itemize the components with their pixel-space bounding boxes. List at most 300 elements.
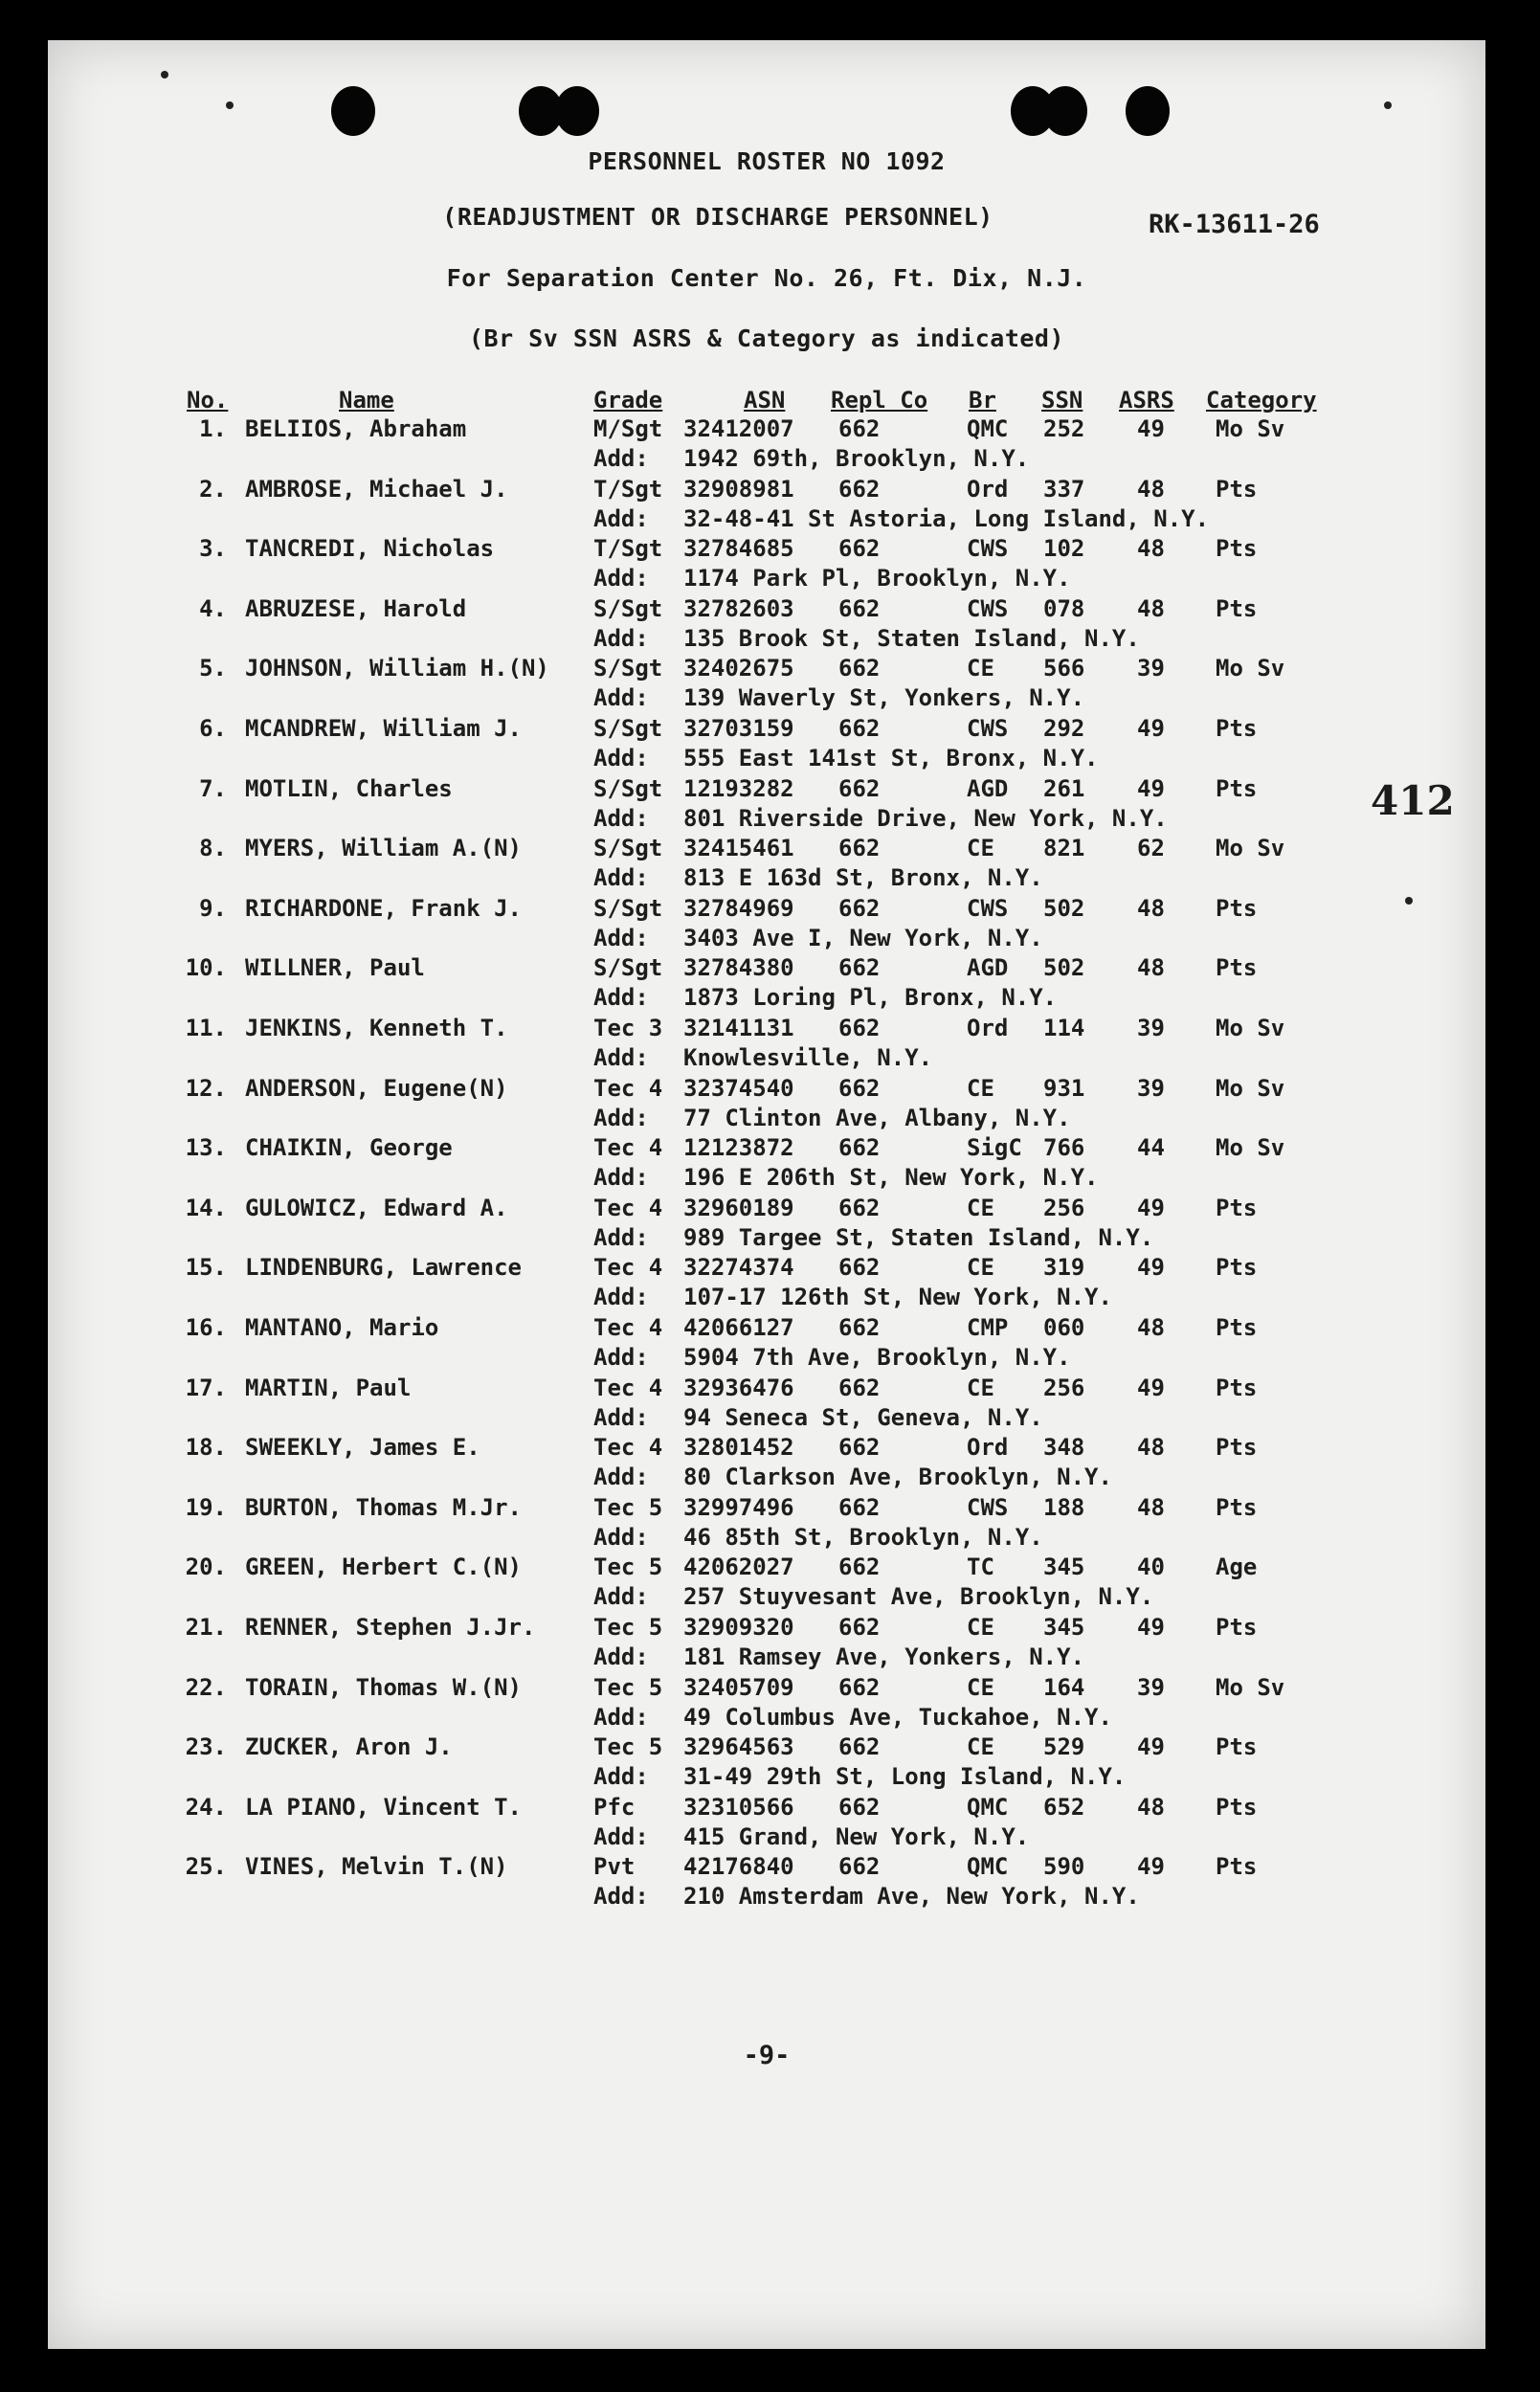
row-ssn: 256 [1043, 1374, 1085, 1401]
row-name: MOTLIN, Charles [245, 774, 453, 802]
row-asn: 42062027 [683, 1554, 794, 1581]
row-name: MARTIN, Paul [245, 1374, 412, 1401]
row-repl-co: 662 [838, 774, 881, 802]
row-asrs: 39 [1137, 1673, 1165, 1701]
row-ssn: 292 [1043, 715, 1085, 742]
row-asn: 32784685 [683, 535, 794, 563]
row-number: 17. [185, 1374, 227, 1401]
address-label: Add: [593, 745, 649, 771]
row-category: Pts [1216, 1793, 1258, 1821]
row-category: Mo Sv [1216, 1015, 1285, 1041]
row-asrs: 39 [1137, 655, 1165, 682]
address-label: Add: [593, 1284, 649, 1311]
header-br: Br [969, 387, 996, 414]
row-ssn: 188 [1043, 1493, 1085, 1521]
row-repl-co: 662 [838, 1314, 881, 1341]
row-asn: 32374540 [683, 1074, 794, 1102]
row-asn: 42066127 [683, 1314, 794, 1341]
row-asn: 32997496 [683, 1493, 794, 1521]
address-line [48, 1164, 1485, 1193]
row-asrs: 39 [1137, 1074, 1165, 1102]
address-line [48, 1044, 1485, 1073]
row-branch: CWS [967, 594, 1009, 622]
table-row [48, 1314, 1485, 1374]
row-repl-co: 662 [838, 1134, 881, 1162]
row-grade: Pfc [593, 1793, 636, 1821]
page-number: -9- [743, 2041, 791, 2070]
row-ssn: 502 [1043, 954, 1085, 982]
row-asn: 32960189 [683, 1194, 794, 1221]
row-asn: 32908981 [683, 475, 794, 503]
row-asn: 32801452 [683, 1434, 794, 1462]
row-address: 46 85th St, Brooklyn, N.Y. [683, 1523, 1043, 1551]
row-repl-co: 662 [838, 1554, 881, 1581]
row-repl-co: 662 [838, 954, 881, 982]
table-row [48, 1195, 1485, 1254]
address-label: Add: [593, 1464, 649, 1491]
row-name: MANTANO, Mario [245, 1314, 439, 1341]
row-asn: 32784969 [683, 894, 794, 922]
row-address: 1942 69th, Brooklyn, N.Y. [683, 445, 1030, 472]
row-number: 2. [199, 475, 227, 503]
row-category: Pts [1216, 1314, 1258, 1341]
row-number: 5. [199, 655, 227, 682]
row-asrs: 49 [1137, 774, 1165, 802]
row-asrs: 48 [1137, 954, 1165, 982]
row-grade: Pvt [593, 1853, 636, 1881]
punch-hole [1126, 86, 1170, 136]
address-line [48, 1224, 1485, 1253]
row-address: 31-49 29th St, Long Island, N.Y. [683, 1763, 1127, 1791]
row-ssn: 566 [1043, 655, 1085, 682]
row-address: 196 E 206th St, New York, N.Y. [683, 1164, 1099, 1192]
row-branch: CE [967, 1194, 994, 1221]
row-branch: CE [967, 655, 994, 682]
row-address: 1873 Loring Pl, Bronx, N.Y. [683, 984, 1058, 1012]
table-row [48, 1015, 1485, 1074]
address-line [48, 445, 1485, 474]
header-asn: ASN [744, 387, 786, 414]
row-grade: Tec 5 [593, 1673, 663, 1701]
row-asn: 42176840 [683, 1853, 794, 1881]
row-ssn: 114 [1043, 1015, 1085, 1041]
row-grade: Tec 4 [593, 1314, 663, 1341]
row-name: MYERS, William A.(N) [245, 835, 522, 862]
row-asn: 32141131 [683, 1015, 794, 1041]
table-row [48, 835, 1485, 894]
row-repl-co: 662 [838, 1374, 881, 1401]
row-ssn: 261 [1043, 774, 1085, 802]
row-number: 21. [185, 1614, 227, 1641]
row-asrs: 49 [1137, 415, 1165, 442]
row-asn: 32415461 [683, 835, 794, 862]
row-asrs: 49 [1137, 1254, 1165, 1282]
row-category: Pts [1216, 715, 1258, 742]
row-asrs: 48 [1137, 1793, 1165, 1821]
row-address: 49 Columbus Ave, Tuckahoe, N.Y. [683, 1703, 1112, 1731]
row-repl-co: 662 [838, 1733, 881, 1761]
row-category: Pts [1216, 774, 1258, 802]
address-label: Add: [593, 984, 649, 1012]
row-repl-co: 662 [838, 1673, 881, 1701]
row-address: 813 E 163d St, Bronx, N.Y. [683, 864, 1043, 892]
row-category: Pts [1216, 894, 1258, 922]
row-ssn: 256 [1043, 1194, 1085, 1221]
row-asrs: 39 [1137, 1015, 1165, 1041]
row-name: VINES, Melvin T.(N) [245, 1853, 508, 1881]
address-label: Add: [593, 624, 649, 652]
row-address: 181 Ramsey Ave, Yonkers, N.Y. [683, 1643, 1085, 1670]
row-asrs: 48 [1137, 1314, 1165, 1341]
row-name: RICHARDONE, Frank J. [245, 894, 522, 922]
row-grade: T/Sgt [593, 475, 663, 503]
row-ssn: 502 [1043, 894, 1085, 922]
row-category: Mo Sv [1216, 835, 1285, 862]
row-name: MCANDREW, William J. [245, 715, 522, 742]
row-name: ABRUZESE, Harold [245, 594, 467, 622]
row-number: 4. [199, 594, 227, 622]
row-address: 257 Stuyvesant Ave, Brooklyn, N.Y. [683, 1583, 1154, 1611]
table-row [48, 1075, 1485, 1134]
row-asn: 32405709 [683, 1673, 794, 1701]
row-repl-co: 662 [838, 655, 881, 682]
row-branch: CWS [967, 535, 1009, 563]
table-row [48, 535, 1485, 594]
row-category: Pts [1216, 1374, 1258, 1401]
row-number: 18. [185, 1434, 227, 1462]
row-number: 14. [185, 1194, 227, 1221]
address-label: Add: [593, 1763, 649, 1791]
row-category: Pts [1216, 954, 1258, 982]
reference-code: RK-13611-26 [1149, 210, 1320, 239]
address-line [48, 925, 1485, 953]
row-repl-co: 662 [838, 475, 881, 503]
row-address: 135 Brook St, Staten Island, N.Y. [683, 624, 1140, 652]
row-number: 25. [185, 1853, 227, 1881]
row-repl-co: 662 [838, 1793, 881, 1821]
address-line [48, 984, 1485, 1013]
address-line [48, 1643, 1485, 1672]
row-name: JENKINS, Kenneth T. [245, 1015, 508, 1041]
row-grade: Tec 4 [593, 1134, 663, 1162]
row-address: 94 Seneca St, Geneva, N.Y. [683, 1403, 1043, 1431]
address-label: Add: [593, 1883, 649, 1911]
address-line [48, 1284, 1485, 1312]
row-category: Age [1216, 1554, 1258, 1581]
row-branch: CE [967, 1614, 994, 1641]
punch-hole [331, 86, 375, 136]
address-line [48, 1883, 1485, 1911]
row-repl-co: 662 [838, 1614, 881, 1641]
row-branch: AGD [967, 774, 1009, 802]
row-number: 11. [185, 1015, 227, 1041]
row-asn: 32412007 [683, 415, 794, 442]
address-label: Add: [593, 1403, 649, 1431]
row-number: 22. [185, 1673, 227, 1701]
separation-center-line: For Separation Center No. 26, Ft. Dix, N.J. [446, 264, 1087, 292]
address-line [48, 1704, 1485, 1733]
row-branch: CE [967, 1733, 994, 1761]
address-label: Add: [593, 1643, 649, 1670]
address-label: Add: [593, 445, 649, 472]
address-line [48, 864, 1485, 893]
row-ssn: 821 [1043, 835, 1085, 862]
row-asrs: 49 [1137, 1374, 1165, 1401]
row-repl-co: 662 [838, 894, 881, 922]
speck [161, 71, 168, 78]
row-asrs: 48 [1137, 1434, 1165, 1462]
table-row [48, 1853, 1485, 1912]
address-line [48, 565, 1485, 593]
table-row [48, 775, 1485, 835]
row-branch: SigC [967, 1134, 1022, 1162]
row-asn: 12193282 [683, 774, 794, 802]
row-asrs: 49 [1137, 1853, 1165, 1881]
row-grade: S/Sgt [593, 835, 663, 862]
row-address: 32-48-41 St Astoria, Long Island, N.Y. [683, 504, 1210, 532]
header-asrs: ASRS [1119, 387, 1174, 414]
row-number: 20. [185, 1554, 227, 1581]
address-line [48, 625, 1485, 654]
row-ssn: 931 [1043, 1074, 1085, 1102]
row-number: 19. [185, 1493, 227, 1521]
row-ssn: 164 [1043, 1673, 1085, 1701]
row-category: Mo Sv [1216, 415, 1285, 442]
row-ssn: 319 [1043, 1254, 1085, 1282]
row-repl-co: 662 [838, 1194, 881, 1221]
row-repl-co: 662 [838, 1074, 881, 1102]
row-number: 6. [199, 715, 227, 742]
table-row [48, 1494, 1485, 1554]
address-label: Add: [593, 1044, 649, 1071]
row-name: GREEN, Herbert C.(N) [245, 1554, 522, 1581]
header-no: No. [187, 387, 229, 414]
header-repl-co: Repl Co [831, 387, 928, 414]
table-row [48, 1434, 1485, 1493]
row-branch: CE [967, 1074, 994, 1102]
row-repl-co: 662 [838, 1015, 881, 1041]
row-address: 989 Targee St, Staten Island, N.Y. [683, 1223, 1154, 1251]
row-asrs: 49 [1137, 715, 1165, 742]
row-grade: S/Sgt [593, 774, 663, 802]
row-grade: M/Sgt [593, 415, 663, 442]
row-branch: Ord [967, 1015, 1009, 1041]
row-asrs: 44 [1137, 1134, 1165, 1162]
row-address: 107-17 126th St, New York, N.Y. [683, 1284, 1112, 1311]
row-name: LINDENBURG, Lawrence [245, 1254, 522, 1282]
table-row [48, 895, 1485, 954]
row-repl-co: 662 [838, 535, 881, 563]
row-grade: Tec 4 [593, 1254, 663, 1282]
address-label: Add: [593, 504, 649, 532]
row-branch: QMC [967, 1853, 1009, 1881]
row-grade: Tec 5 [593, 1733, 663, 1761]
row-name: ANDERSON, Eugene(N) [245, 1074, 508, 1102]
row-name: BURTON, Thomas M.Jr. [245, 1493, 522, 1521]
address-line [48, 745, 1485, 773]
row-category: Pts [1216, 535, 1258, 563]
address-line [48, 1524, 1485, 1553]
address-label: Add: [593, 1344, 649, 1371]
row-name: AMBROSE, Michael J. [245, 475, 508, 503]
address-line [48, 505, 1485, 534]
row-category: Pts [1216, 1434, 1258, 1462]
row-asrs: 62 [1137, 835, 1165, 862]
row-asrs: 48 [1137, 535, 1165, 563]
row-category: Mo Sv [1216, 655, 1285, 682]
branch-note: (Br Sv SSN ASRS & Category as indicated) [468, 324, 1065, 352]
row-grade: S/Sgt [593, 954, 663, 982]
row-branch: CE [967, 835, 994, 862]
row-name: TANCREDI, Nicholas [245, 535, 495, 563]
row-number: 15. [185, 1254, 227, 1282]
address-line [48, 1823, 1485, 1852]
row-grade: Tec 4 [593, 1434, 663, 1462]
row-name: GULOWICZ, Edward A. [245, 1194, 508, 1221]
table-row [48, 1134, 1485, 1194]
row-address: 139 Waverly St, Yonkers, N.Y. [683, 684, 1085, 712]
row-repl-co: 662 [838, 415, 881, 442]
address-line [48, 1763, 1485, 1792]
row-number: 7. [199, 774, 227, 802]
row-branch: CE [967, 1374, 994, 1401]
row-number: 12. [185, 1074, 227, 1102]
roster-title: PERSONNEL ROSTER NO 1092 [588, 147, 946, 175]
row-name: ZUCKER, Aron J. [245, 1733, 453, 1761]
row-branch: AGD [967, 954, 1009, 982]
speck [226, 101, 234, 109]
table-row [48, 595, 1485, 655]
row-asn: 32402675 [683, 655, 794, 682]
row-name: TORAIN, Thomas W.(N) [245, 1673, 522, 1701]
row-category: Pts [1216, 1493, 1258, 1521]
table-row [48, 1614, 1485, 1673]
row-address: Knowlesville, N.Y. [683, 1044, 933, 1071]
table-row [48, 655, 1485, 714]
address-line [48, 1105, 1485, 1133]
row-asrs: 40 [1137, 1554, 1165, 1581]
row-grade: S/Sgt [593, 715, 663, 742]
table-header [48, 387, 1485, 417]
row-number: 16. [185, 1314, 227, 1341]
row-repl-co: 662 [838, 835, 881, 862]
row-name: WILLNER, Paul [245, 954, 425, 982]
table-row [48, 1674, 1485, 1733]
row-branch: CWS [967, 715, 1009, 742]
row-category: Mo Sv [1216, 1074, 1285, 1102]
row-category: Mo Sv [1216, 1134, 1285, 1162]
row-number: 9. [199, 894, 227, 922]
table-row [48, 1254, 1485, 1313]
row-number: 10. [185, 954, 227, 982]
row-name: LA PIANO, Vincent T. [245, 1793, 522, 1821]
table-row [48, 1375, 1485, 1434]
row-branch: CWS [967, 894, 1009, 922]
address-line [48, 1344, 1485, 1373]
row-grade: S/Sgt [593, 594, 663, 622]
row-name: JOHNSON, William H.(N) [245, 655, 549, 682]
row-branch: Ord [967, 1434, 1009, 1462]
address-line [48, 1404, 1485, 1433]
speck [1384, 101, 1392, 109]
row-ssn: 078 [1043, 594, 1085, 622]
address-label: Add: [593, 864, 649, 892]
punch-hole [1043, 86, 1087, 136]
address-label: Add: [593, 1822, 649, 1850]
table-row [48, 1733, 1485, 1793]
row-asrs: 49 [1137, 1194, 1165, 1221]
row-address: 801 Riverside Drive, New York, N.Y. [683, 804, 1168, 832]
row-category: Pts [1216, 594, 1258, 622]
document-page [48, 40, 1485, 2349]
row-asrs: 48 [1137, 894, 1165, 922]
address-label: Add: [593, 565, 649, 592]
row-asrs: 49 [1137, 1733, 1165, 1761]
row-address: 77 Clinton Ave, Albany, N.Y. [683, 1104, 1071, 1131]
row-address: 1174 Park Pl, Brooklyn, N.Y. [683, 565, 1071, 592]
row-repl-co: 662 [838, 1254, 881, 1282]
row-ssn: 345 [1043, 1614, 1085, 1641]
address-label: Add: [593, 1164, 649, 1192]
roster-subtitle: (READJUSTMENT OR DISCHARGE PERSONNEL) [442, 203, 993, 231]
row-address: 5904 7th Ave, Brooklyn, N.Y. [683, 1344, 1071, 1371]
row-grade: Tec 4 [593, 1194, 663, 1221]
row-grade: Tec 3 [593, 1015, 663, 1041]
row-ssn: 766 [1043, 1134, 1085, 1162]
row-grade: Tec 5 [593, 1614, 663, 1641]
address-label: Add: [593, 1523, 649, 1551]
address-label: Add: [593, 1104, 649, 1131]
address-line [48, 1583, 1485, 1612]
row-address: 210 Amsterdam Ave, New York, N.Y. [683, 1883, 1140, 1911]
row-address: 555 East 141st St, Bronx, N.Y. [683, 745, 1099, 771]
header-category: Category [1206, 387, 1317, 414]
row-category: Pts [1216, 1254, 1258, 1282]
row-ssn: 102 [1043, 535, 1085, 563]
address-line [48, 684, 1485, 713]
row-category: Pts [1216, 1733, 1258, 1761]
row-ssn: 252 [1043, 415, 1085, 442]
row-address: 3403 Ave I, New York, N.Y. [683, 924, 1043, 951]
row-ssn: 590 [1043, 1853, 1085, 1881]
row-category: Pts [1216, 1853, 1258, 1881]
row-branch: CE [967, 1254, 994, 1282]
row-category: Pts [1216, 475, 1258, 503]
row-branch: CMP [967, 1314, 1009, 1341]
punch-hole [555, 86, 599, 136]
row-asn: 32310566 [683, 1793, 794, 1821]
row-ssn: 529 [1043, 1733, 1085, 1761]
row-repl-co: 662 [838, 594, 881, 622]
row-number: 8. [199, 835, 227, 862]
row-category: Mo Sv [1216, 1673, 1285, 1701]
address-line [48, 1464, 1485, 1492]
margin-number: 412 [1371, 777, 1455, 824]
row-branch: TC [967, 1554, 994, 1581]
row-repl-co: 662 [838, 1853, 881, 1881]
row-branch: QMC [967, 415, 1009, 442]
row-repl-co: 662 [838, 1434, 881, 1462]
row-asn: 32909320 [683, 1614, 794, 1641]
row-grade: Tec 4 [593, 1074, 663, 1102]
table-row [48, 476, 1485, 535]
row-address: 80 Clarkson Ave, Brooklyn, N.Y. [683, 1464, 1112, 1491]
row-branch: Ord [967, 475, 1009, 503]
row-number: 24. [185, 1793, 227, 1821]
row-grade: T/Sgt [593, 535, 663, 563]
row-asn: 32784380 [683, 954, 794, 982]
row-ssn: 337 [1043, 475, 1085, 503]
